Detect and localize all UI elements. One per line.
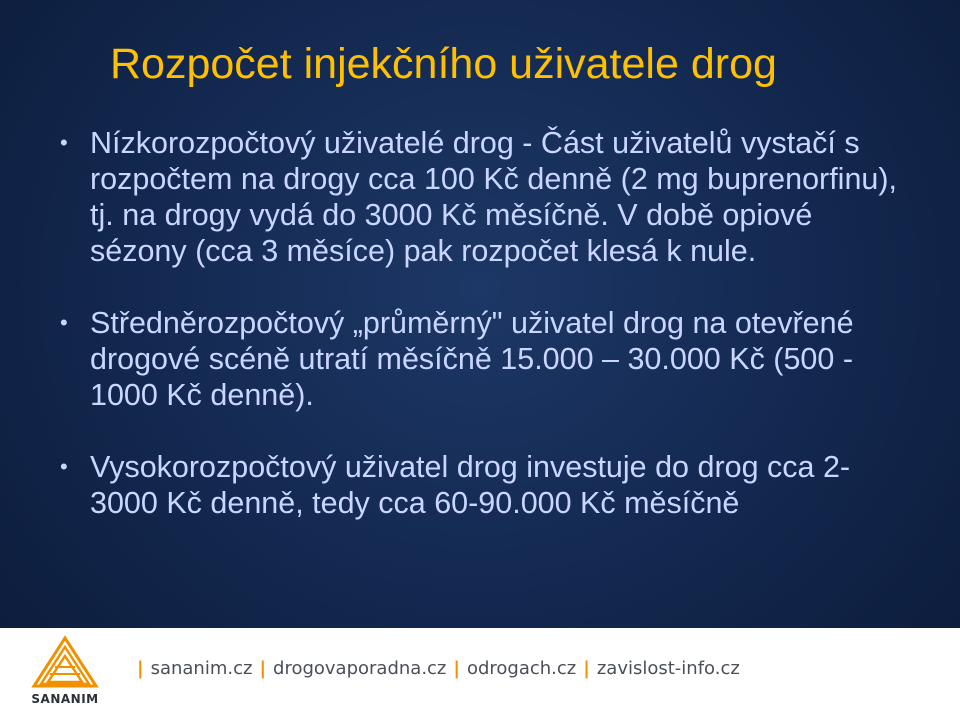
logo-wordmark: SANANIM [31,692,99,706]
bullet-item-3 [60,449,910,521]
footer-bar [0,628,960,720]
link-drogovaporadna[interactable]: drogovaporadna.cz [273,658,447,679]
bullet-item-2 [60,305,910,413]
link-separator: | [259,658,267,679]
link-sananim[interactable]: sananim.cz [150,658,253,679]
bullet-dot: • [60,310,68,335]
link-zavislost-info[interactable]: zavislost-info.cz [596,658,740,679]
bullet-text: Nízkorozpočtový uživatelé drog - Část uživatelů vystačí s rozpočtem na drogy cca 100 Kč denně (2 mg buprenorfinu), tj. na drogy vydá do 3000 Kč měsíčně. V době opiové sézony (cca 3 měsíce) pak rozpočet klesá k nule. [90,126,898,268]
link-separator: | [583,658,590,679]
footer-links [130,658,740,679]
link-separator: | [137,658,144,679]
link-separator: | [453,658,460,679]
bullet-list [60,125,910,557]
bullet-text: Středněrozpočtový „průměrný" uživatel drog na otevřené drogové scéně utratí měsíčně 15.000 – 30.000 Kč (500 - 1000 Kč denně). [90,306,854,412]
bullet-dot: • [60,130,68,155]
bullet-text: Vysokorozpočtový uživatel drog investuje do drog cca 2-3000 Kč denně, tedy cca 60-90.000 Kč měsíčně [90,450,851,520]
slide-title: Rozpočet injekčního uživatele drog [110,40,777,88]
link-odrogach[interactable]: odrogach.cz [466,658,577,679]
sananim-logo-icon [30,634,100,692]
bullet-dot: • [60,454,68,479]
sananim-logo [30,634,100,716]
bullet-item-1 [60,125,910,269]
